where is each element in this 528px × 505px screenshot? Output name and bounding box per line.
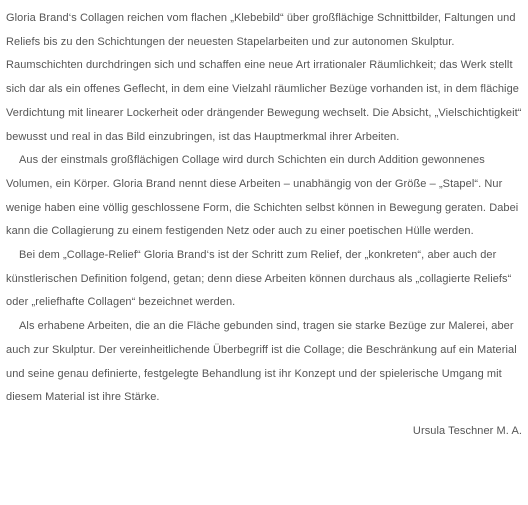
article-text (6, 7, 522, 444)
paragraph-1: Gloria Brand‘s Collagen reichen vom flachen „Klebebild“ über großflächige Schnittbilder, Faltungen und Reliefs bis zu den Schichtungen der neuesten Stapelarbeiten und zur autonomen Skulptur. Raumschichten durchdringen sich und schaffen eine neue Art irrationaler Räumlichkeit; das Werk stellt sich dar als ein offenes Geflecht, in dem eine Vielzahl räumlicher Bezüge vorhanden ist, in dem flächige Verdichtung mit linearer Lockerheit oder drängender Bewegung wechselt. Die Absicht, „Vielschichtigkeit“ bewusst und real in das Bild einzubringen, ist das Hauptmerkmal ihrer Arbeiten. (6, 12, 522, 143)
paragraph-2: Aus der einstmals großflächigen Collage wird durch Schichten ein durch Addition gewonnenes Volumen, ein Körper. Gloria Brand nennt diese Arbeiten – unabhängig von der Größe – „Stapel“. Nur wenige haben eine völlig geschlossene Form, die Schichten selbst können in Bewegung geraten. Dabei kann die Collagierung zu einem festigenden Netz oder auch zu einer poetischen Hülle werden. (6, 154, 519, 238)
paragraph-4: Als erhabene Arbeiten, die an die Fläche gebunden sind, tragen sie starke Bezüge zur Malerei, aber auch zur Skulptur. Der vereinheitlichende Überbegriff ist die Collage; die Beschränkung auf ein Material und seine genau definierte, festgelegte Behandlung ist ihr Konzept und der spielerische Umgang mit diesem Material ist ihre Stärke. (6, 320, 517, 404)
paragraph-3: Bei dem „Collage-Relief“ Gloria Brand‘s ist der Schritt zum Relief, der „konkreten“, aber auch der künstlerischen Definition folgend, getan; denn diese Arbeiten können durchaus als „collagierte Reliefs“ oder „reliefhafte Collagen“ bezeichnet werden. (6, 249, 512, 309)
author-signature: Ursula Teschner M. A. (412, 424, 522, 437)
